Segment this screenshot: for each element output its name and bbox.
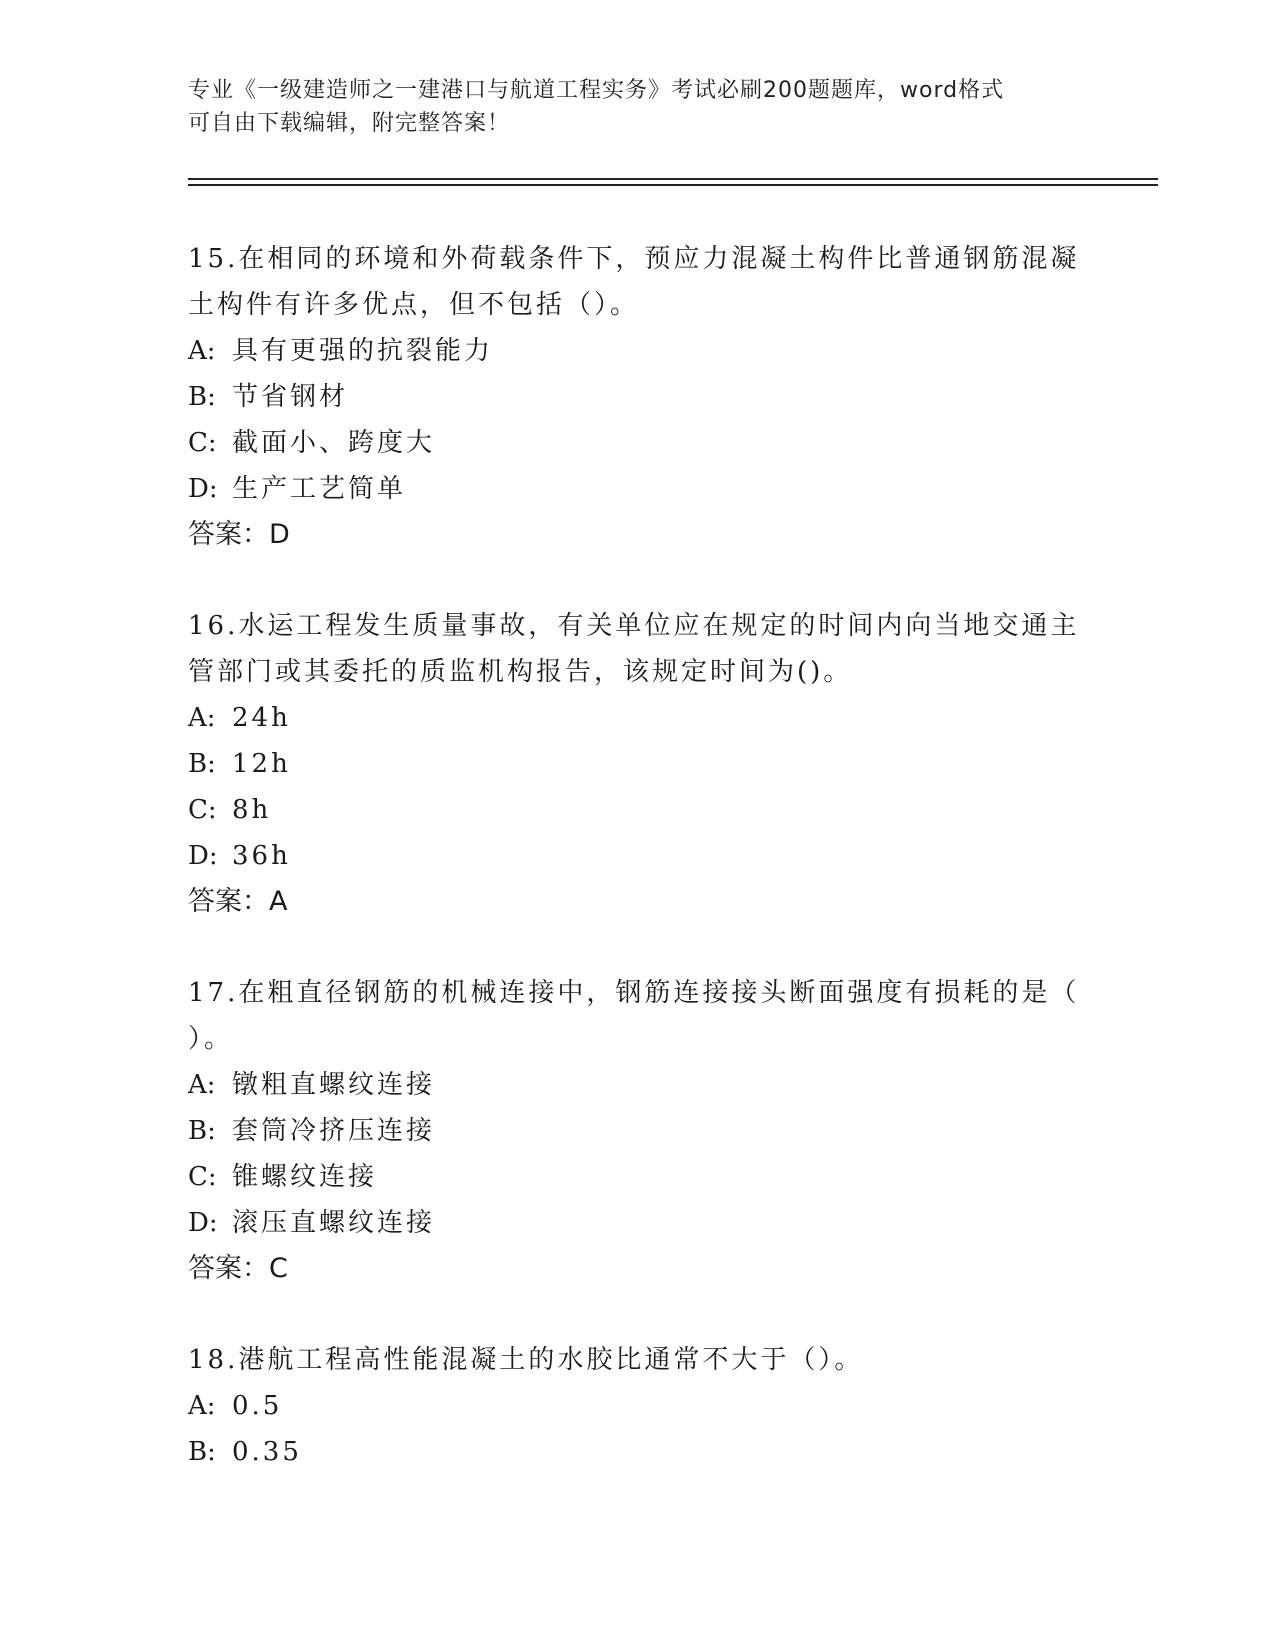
- option-b: [188, 1429, 1088, 1475]
- document-header: [188, 74, 1088, 140]
- option-text: 锥螺纹连接: [232, 1162, 378, 1192]
- option-d: [188, 466, 1088, 512]
- option-a: [188, 328, 1088, 374]
- question-text-line: 15.在相同的环境和外荷载条件下，预应力混凝土构件比普通钢筋混凝: [188, 244, 1080, 274]
- option-text: 滚压直螺纹连接: [232, 1208, 436, 1238]
- option-d: [188, 1200, 1088, 1246]
- question-text-line: 17.在粗直径钢筋的机械连接中，钢筋连接接头断面强度有损耗的是（: [188, 978, 1080, 1008]
- option-a: [188, 1383, 1088, 1429]
- option-b: [188, 741, 1088, 787]
- option-letter: B:: [188, 749, 216, 779]
- header-line-1: 专业《一级建造师之一建港口与航道工程实务》考试必刷200题题库，word格式: [188, 78, 1005, 103]
- question-text-line: ）。: [188, 1024, 234, 1054]
- option-letter: A:: [188, 703, 216, 733]
- option-text: 8h: [232, 795, 272, 825]
- option-letter: D:: [188, 841, 218, 871]
- question-16: [188, 603, 1088, 925]
- option-c: [188, 420, 1088, 466]
- question-18: [188, 1337, 1088, 1475]
- question-text-line: 18.港航工程高性能混凝土的水胶比通常不大于（）。: [188, 1345, 864, 1375]
- option-text: 生产工艺简单: [232, 474, 407, 504]
- question-17: [188, 970, 1088, 1292]
- header-divider-bottom: [188, 184, 1158, 186]
- option-text: 24h: [232, 703, 291, 733]
- option-text: 截面小、跨度大: [232, 428, 436, 458]
- option-letter: C:: [188, 795, 217, 825]
- option-letter: A:: [188, 336, 216, 366]
- question-15: [188, 236, 1088, 558]
- option-letter: B:: [188, 1437, 216, 1467]
- option-a: [188, 695, 1088, 741]
- option-text: 0.35: [232, 1437, 302, 1467]
- option-letter: B:: [188, 382, 216, 412]
- option-letter: C:: [188, 428, 217, 458]
- option-b: [188, 1108, 1088, 1154]
- option-text: 0.5: [232, 1391, 283, 1421]
- header-line-2: 可自由下载编辑，附完整答案！: [188, 111, 511, 136]
- option-text: 具有更强的抗裂能力: [232, 336, 494, 366]
- question-list: [188, 236, 1088, 1520]
- question-text-line: 16.水运工程发生质量事故，有关单位应在规定的时间内向当地交通主: [188, 611, 1080, 641]
- option-text: 镦粗直螺纹连接: [232, 1070, 436, 1100]
- option-text: 36h: [232, 841, 291, 871]
- question-text-line: 土构件有许多优点，但不包括（）。: [188, 290, 640, 320]
- answer-line: 答案：D: [188, 519, 290, 550]
- option-letter: C:: [188, 1162, 217, 1192]
- answer-line: 答案：C: [188, 1253, 288, 1284]
- option-c: [188, 1154, 1088, 1200]
- question-text: [188, 236, 1088, 328]
- option-letter: A:: [188, 1070, 216, 1100]
- question-text-line: 管部门或其委托的质监机构报告，该规定时间为()。: [188, 657, 853, 687]
- option-text: 12h: [232, 749, 291, 779]
- option-c: [188, 787, 1088, 833]
- option-b: [188, 374, 1088, 420]
- question-text: [188, 970, 1088, 1062]
- answer-line: 答案：A: [188, 886, 288, 917]
- option-letter: A:: [188, 1391, 216, 1421]
- option-letter: D:: [188, 1208, 218, 1238]
- option-text: 节省钢材: [232, 382, 349, 412]
- option-a: [188, 1062, 1088, 1108]
- option-letter: D:: [188, 474, 218, 504]
- option-d: [188, 833, 1088, 879]
- option-text: 套筒冷挤压连接: [232, 1116, 436, 1146]
- question-text: [188, 603, 1088, 695]
- option-letter: B:: [188, 1116, 216, 1146]
- question-text: [188, 1337, 1088, 1383]
- header-divider-top: [188, 178, 1158, 180]
